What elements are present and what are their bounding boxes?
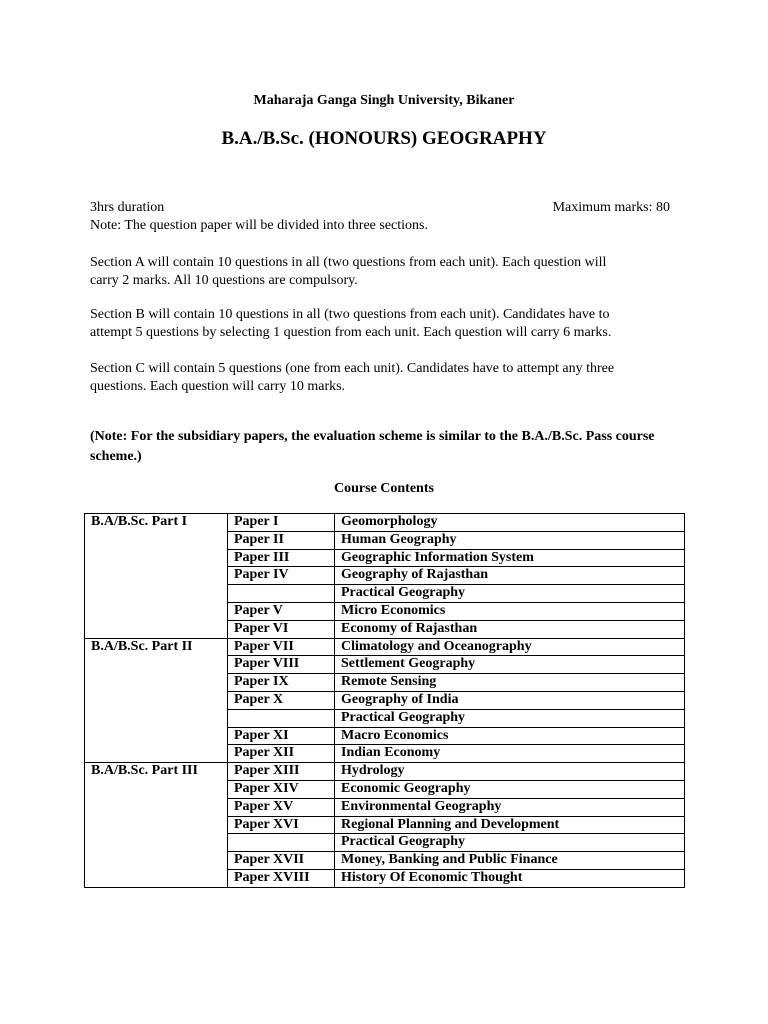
subject-cell: History Of Economic Thought: [335, 869, 685, 887]
table-row: [85, 514, 685, 532]
part-cell: [85, 656, 228, 674]
table-row: [85, 531, 685, 549]
exam-meta-row: [90, 200, 670, 216]
paper-cell: Paper II: [228, 531, 335, 549]
table-row: [85, 567, 685, 585]
table-row: [85, 798, 685, 816]
section-a-line-1: Section A will contain 10 questions in all (two questions from each unit). Each question will: [90, 255, 607, 270]
paper-cell: Paper XV: [228, 798, 335, 816]
subsidiary-note-line-2: scheme.): [90, 449, 142, 464]
subject-cell: Practical Geography: [335, 834, 685, 852]
table-row: [85, 745, 685, 763]
table-row: [85, 549, 685, 567]
part-cell: [85, 602, 228, 620]
table-row: [85, 869, 685, 887]
subject-cell: Money, Banking and Public Finance: [335, 852, 685, 870]
section-b-line-1: Section B will contain 10 questions in all (two questions from each unit). Candidates have to: [90, 307, 610, 322]
part-cell: B.A/B.Sc. Part III: [85, 763, 228, 781]
section-b-line-2: attempt 5 questions by selecting 1 question from each unit. Each question will carry 6 marks.: [90, 325, 612, 340]
part-cell: [85, 709, 228, 727]
paper-cell: Paper V: [228, 602, 335, 620]
subject-cell: Economic Geography: [335, 780, 685, 798]
part-cell: [85, 620, 228, 638]
subject-cell: Climatology and Oceanography: [335, 638, 685, 656]
paper-cell: Paper XIII: [228, 763, 335, 781]
division-note: Note: The question paper will be divided into three sections.: [90, 218, 428, 233]
table-row: [85, 638, 685, 656]
part-cell: [85, 531, 228, 549]
part-cell: [85, 674, 228, 692]
paper-cell: Paper IX: [228, 674, 335, 692]
paper-cell: Paper III: [228, 549, 335, 567]
paper-cell: Paper VIII: [228, 656, 335, 674]
course-title: B.A./B.Sc. (HONOURS) GEOGRAPHY: [221, 128, 547, 149]
subject-cell: Geography of Rajasthan: [335, 567, 685, 585]
part-cell: [85, 852, 228, 870]
subject-cell: Human Geography: [335, 531, 685, 549]
paper-cell: [228, 709, 335, 727]
paper-cell: Paper XII: [228, 745, 335, 763]
paper-cell: Paper XVIII: [228, 869, 335, 887]
paper-cell: Paper X: [228, 691, 335, 709]
subsidiary-note-line-1: (Note: For the subsidiary papers, the evaluation scheme is similar to the B.A./B.Sc. Pass course: [90, 429, 655, 444]
table-row: [85, 780, 685, 798]
subject-cell: Environmental Geography: [335, 798, 685, 816]
table-row: [85, 727, 685, 745]
part-cell: [85, 727, 228, 745]
maximum-marks: Maximum marks: 80: [552, 200, 670, 215]
subject-cell: Macro Economics: [335, 727, 685, 745]
table-row: [85, 852, 685, 870]
course-contents-body: [85, 514, 685, 888]
paper-cell: Paper VI: [228, 620, 335, 638]
section-c-line-1: Section C will contain 5 questions (one from each unit). Candidates have to attempt any three: [90, 361, 615, 376]
paper-cell: Paper XVII: [228, 852, 335, 870]
table-row: [85, 656, 685, 674]
part-cell: [85, 585, 228, 603]
subject-cell: Geomorphology: [335, 514, 685, 532]
table-row: [85, 763, 685, 781]
table-row: [85, 834, 685, 852]
table-row: [85, 620, 685, 638]
subject-cell: Geographic Information System: [335, 549, 685, 567]
section-c-line-2: questions. Each question will carry 10 marks.: [90, 379, 346, 394]
subject-cell: Geography of India: [335, 691, 685, 709]
subject-cell: Practical Geography: [335, 585, 685, 603]
part-cell: [85, 869, 228, 887]
subject-cell: Practical Geography: [335, 709, 685, 727]
subject-cell: Regional Planning and Development: [335, 816, 685, 834]
table-row: [85, 709, 685, 727]
part-cell: [85, 549, 228, 567]
university-name: Maharaja Ganga Singh University, Bikaner: [253, 93, 515, 108]
subject-cell: Remote Sensing: [335, 674, 685, 692]
exam-duration: 3hrs duration: [90, 200, 165, 215]
paper-cell: Paper XVI: [228, 816, 335, 834]
paper-cell: Paper VII: [228, 638, 335, 656]
part-cell: [85, 745, 228, 763]
paper-cell: Paper XI: [228, 727, 335, 745]
paper-cell: Paper IV: [228, 567, 335, 585]
subject-cell: Economy of Rajasthan: [335, 620, 685, 638]
course-contents-table: [84, 513, 685, 888]
course-contents-title: Course Contents: [334, 481, 434, 496]
paper-cell: [228, 834, 335, 852]
table-row: [85, 602, 685, 620]
table-row: [85, 691, 685, 709]
part-cell: B.A/B.Sc. Part II: [85, 638, 228, 656]
subject-cell: Hydrology: [335, 763, 685, 781]
subject-cell: Micro Economics: [335, 602, 685, 620]
table-row: [85, 674, 685, 692]
part-cell: B.A/B.Sc. Part I: [85, 514, 228, 532]
table-row: [85, 585, 685, 603]
section-a-line-2: carry 2 marks. All 10 questions are compulsory.: [90, 273, 358, 288]
paper-cell: [228, 585, 335, 603]
part-cell: [85, 798, 228, 816]
subject-cell: Settlement Geography: [335, 656, 685, 674]
paper-cell: Paper I: [228, 514, 335, 532]
subject-cell: Indian Economy: [335, 745, 685, 763]
part-cell: [85, 780, 228, 798]
part-cell: [85, 691, 228, 709]
part-cell: [85, 567, 228, 585]
part-cell: [85, 834, 228, 852]
table-row: [85, 816, 685, 834]
paper-cell: Paper XIV: [228, 780, 335, 798]
part-cell: [85, 816, 228, 834]
